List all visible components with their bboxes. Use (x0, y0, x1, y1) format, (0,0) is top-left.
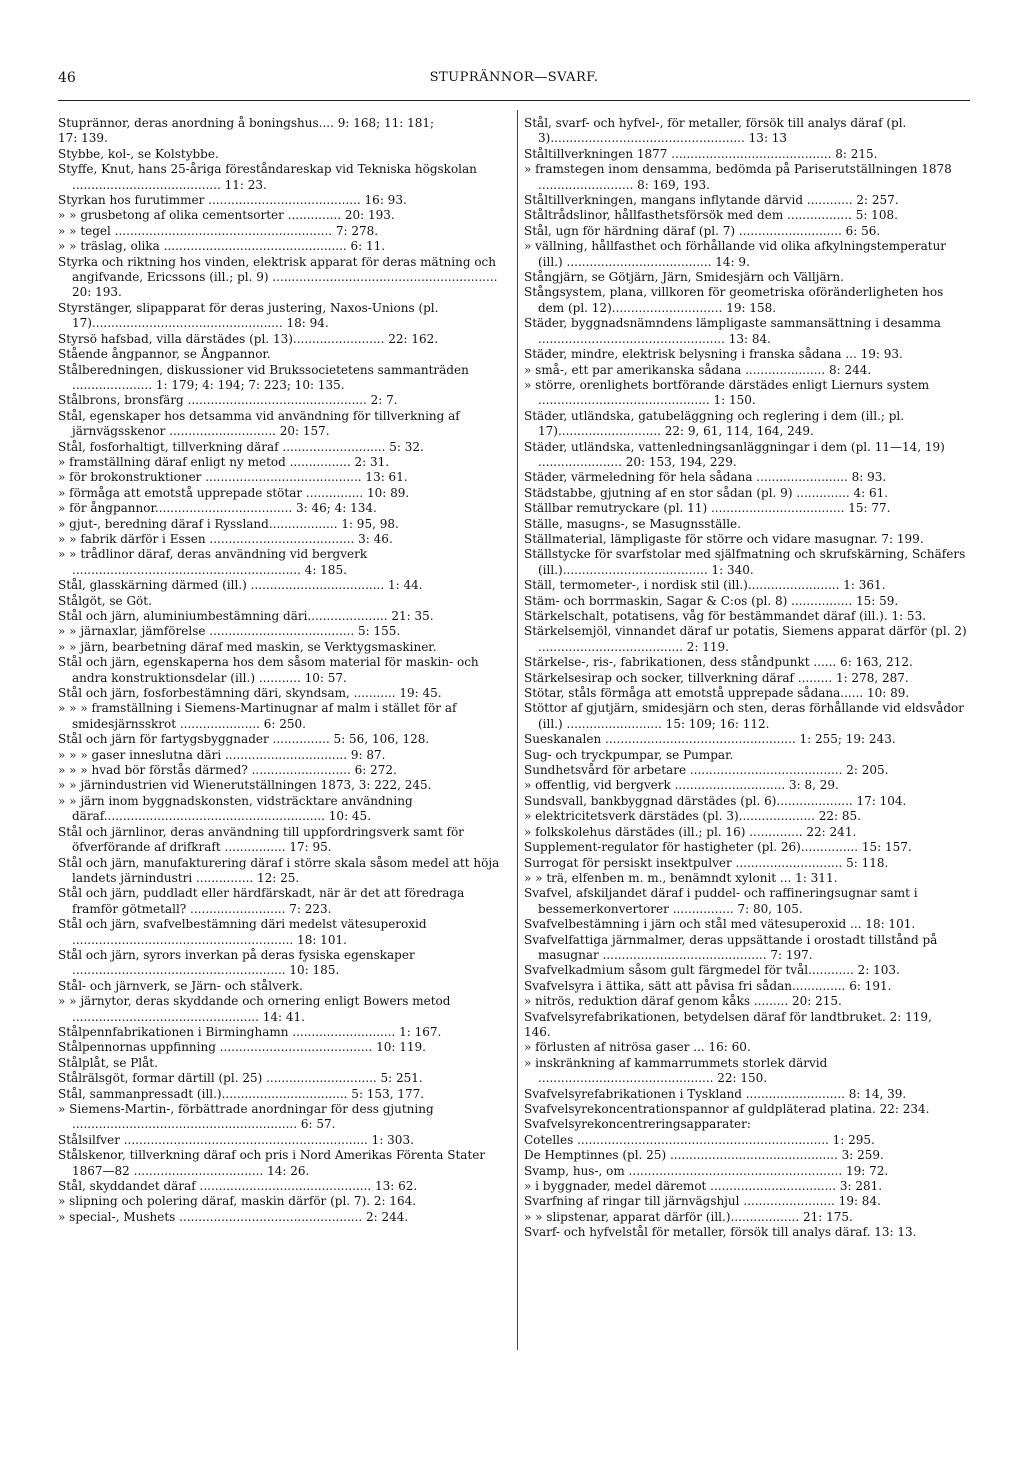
index-entry: Ställbar remutryckare (pl. 11) ................................... 15: 77. (524, 501, 891, 516)
index-entry: Stål, glasskärning därmed (ill.) ................................... 1: 44. (58, 578, 423, 593)
index-entry: De Hemptinnes (pl. 25) ............................................ 3: 259. (524, 1148, 884, 1163)
index-entry: Styrstänger, slipapparat för deras justering, Naxos-Unions (pl. 17).................................................. 18: 94. (58, 300, 439, 331)
index-entry: Stål och järnlinor, deras användning till uppfordringsverk samt för öfverförande af drifkraft ................ 17: 95. (58, 824, 464, 855)
index-entry: Stål och järn, syrors inverkan på deras fysiska egenskaper ........................................................ 10: 185. (58, 947, 415, 978)
index-entry: Städer, värmeledning för hela sådana ........................ 8: 93. (524, 470, 887, 485)
index-entry: Ställ, termometer-, i nordisk stil (ill.)........................ 1: 361. (524, 578, 886, 593)
index-entry: Svarf- och hyfvelstål för metaller, försök till analys däraf. 13: 13. (524, 1225, 917, 1240)
index-entry: Ställe, masugns-, se Masugnsställe. (524, 516, 741, 531)
index-entry: » » » framställning i Siemens-Martinugnar af malm i stället för af smidesjärnsskrot ..................... 6: 250. (58, 701, 457, 731)
index-entry: » » slipstenar, apparat därför (ill.).................. 21: 175. (524, 1209, 853, 1224)
index-entry: » » järn, bearbetning däraf med maskin, se Verktygsmaskiner. (58, 639, 437, 654)
index-entry: » » järnindustrien vid Wienerutställningen 1873, 3: 222, 245. (58, 778, 432, 793)
right-column (524, 116, 970, 1241)
index-entry: Stål och järn, svafvelbestämning däri medelst vätesuperoxid .......................................................... 18: 101. (58, 917, 427, 947)
index-entry: Stötar, ståls förmåga att emotstå upprepade sådana...... 10: 89. (524, 686, 910, 701)
page-header (58, 70, 970, 92)
index-entry: » Siemens-Martin-, förbättrade anordningar för dess gjutning ........................................................... 6: 57. (58, 1102, 434, 1132)
index-entry: Svafvelsyrekoncentrationspannor af guldpläterad platina. 22: 234. (524, 1102, 930, 1116)
index-entry: Stuprännor, deras anordning å boningshus.... 9: 168; 11: 181; (58, 116, 435, 130)
index-entry: » » » hvad bör förstås därmed? .......................... 6: 272. (58, 763, 397, 778)
index-entry: Stål och järn, manufakturering däraf i större skala såsom medel att höja landets järnindustri ............... 12: 25. (58, 855, 500, 885)
index-entry: » större, orenlighets bortförande därstädes enligt Liernurs system ............................................. 1: 150. (524, 377, 930, 408)
index-entry: Svafvel, afskiljandet däraf i puddel- och raffineringsugnar samt i bessemerkonvertorer ................ 7: 80, 105. (524, 886, 918, 916)
index-entry: Sundhetsvård för arbetare ........................................ 2: 205. (524, 763, 889, 778)
index-entry: Stålpennfabrikationen i Birminghamn ........................... 1: 167. (58, 1024, 442, 1039)
index-entry: Svafvelsyra i ättika, sätt att påvisa fri sådan.............. 6: 191. (524, 978, 892, 993)
index-entry: Ståltillverkningen, mangans inflytande därvid ............ 2: 257. (524, 193, 899, 208)
index-entry: Stålpennornas uppfinning ........................................ 10: 119. (58, 1040, 426, 1055)
index-entry: Stål och järn, egenskaperna hos dem såsom material för maskin- och andra konstruktionsdelar (ill.) ........... 10: 57. (58, 655, 479, 685)
index-entry: Surrogat för persiskt insektpulver ............................ 5: 118. (524, 855, 889, 870)
index-entry: Stål, skyddandet däraf ............................................. 13: 62. (58, 1179, 418, 1194)
index-entry: Stålbrons, bronsfärg ............................................... 2: 7. (58, 393, 398, 408)
index-entry: Svafvelfattiga järnmalmer, deras uppsättande i orostadt tillstånd på masugnar ........................................... 7: 197. (524, 932, 938, 962)
index-entry: » slipning och polering däraf, maskin därför (pl. 7). 2: 164. (58, 1194, 417, 1209)
index-entry: Sueskanalen .................................................. 1: 255; 19: 243. (524, 732, 896, 747)
index-entry: Ställstycke för svarfstolar med själfmatning och skrufskärning, Schäfers (ill.)...................................... 1: 340. (524, 547, 966, 577)
index-entry: » special-, Mushets ................................................ 2: 244. (58, 1209, 409, 1224)
index-entry: » » fabrik därför i Essen ...................................... 3: 46. (58, 531, 393, 546)
index-entry: Ståltillverkningen 1877 .......................................... 8: 215. (524, 146, 878, 161)
index-entry: Svarfning af ringar till järnvägshjul ........................ 19: 84. (524, 1194, 881, 1209)
index-entry: » » järnytor, deras skyddande och ornering enligt Bowers metod ................................................. 14: 41. (58, 994, 451, 1024)
index-entry: Svafvelbestämning i järn och stål med vätesuperoxid ... 18: 101. (524, 917, 916, 932)
index-entry: Stärkelsemjöl, vinnandet däraf ur potatis, Siemens apparat därför (pl. 2) ...................................... 2: 119. (524, 624, 967, 654)
index-entry: Styrkan hos furutimmer ........................................ 16: 93. (58, 193, 407, 208)
index-entry: 17: 139. (58, 131, 108, 146)
index-entry: Sug- och tryckpumpar, se Pumpar. (524, 747, 734, 762)
index-entry: Stål och järn, aluminiumbestämning däri..................... 21: 35. (58, 609, 434, 623)
index-entry: Stål- och järnverk, se Järn- och stålverk. (58, 978, 303, 993)
index-entry: » folkskolehus därstädes (ill.; pl. 16) .............. 22: 241. (524, 824, 857, 839)
index-entry: Stål, sammanpressadt (ill.)................................. 5: 153, 177. (58, 1086, 425, 1101)
column-divider (517, 110, 518, 1350)
index-entry: » » trä, elfenben m. m., benämndt xylonit ... 1: 311. (524, 870, 838, 885)
index-entry: Stål, ugn för härdning däraf (pl. 7) ........................... 6: 56. (524, 223, 881, 238)
index-entry: » små-, ett par amerikanska sådana ..................... 8: 244. (524, 362, 872, 377)
left-column (58, 116, 510, 1225)
index-entry: Stångsystem, plana, villkoren för geometriska oföränderligheten hos dem (pl. 12)............................. 19: 158. (524, 285, 944, 315)
index-entry: Stångjärn, se Götjärn, Järn, Smidesjärn och Välljärn. (524, 270, 844, 285)
index-entry: Städer, byggnadsnämndens lämpligaste sammansättning i desamma ................................................. 13: 84. (524, 316, 941, 346)
index-entry: Städer, utländska, gatubeläggning och reglering i dem (ill.; pl. 17)........................... 22: 9, 61, 114, 164, 249. (524, 408, 905, 439)
index-entry: Supplement-regulator för hastigheter (pl. 26)............... 15: 157. (524, 840, 912, 855)
index-entry: Styrsö hafsbad, villa därstädes (pl. 13)........................ 22: 162. (58, 331, 439, 346)
index-entry: Stärkelschalt, potatisens, våg för bestämmandet däraf (ill.). 1: 53. (524, 609, 927, 623)
running-head: STUPRÄNNOR—SVARF. (429, 70, 599, 85)
index-entry: Stärkelsesirap och socker, tillverkning däraf ......... 1: 278, 287. (524, 670, 909, 685)
index-entry: Stål och järn för fartygsbyggnader ............... 5: 56, 106, 128. (58, 732, 430, 747)
index-entry: » » järn inom byggnadskonsten, vidsträcktare användning däraf.......................................................... 10: 45. (58, 793, 413, 824)
index-entry: Stålsilfver ................................................................ 1: 303. (58, 1132, 414, 1147)
index-entry: Stålskenor, tillverkning däraf och pris i Nord Amerikas Förenta Stater 1867—82 .................................. 14: 26. (58, 1148, 486, 1178)
index-entry: Svafvelkadmium såsom gult färgmedel för tvål............ 2: 103. (524, 963, 900, 978)
index-entry: » » träslag, olika ................................................ 6: 11. (58, 239, 386, 254)
index-entry: » elektricitetsverk därstädes (pl. 3).................... 22: 85. (524, 809, 861, 824)
index-entry: » » grusbetong af olika cementsorter .............. 20: 193. (58, 208, 395, 223)
index-entry: » » järnaxlar, jämförelse ...................................... 5: 155. (58, 624, 401, 639)
index-entry: » » tegel ......................................................... 7: 278. (58, 223, 379, 238)
index-entry: Svafvelsyrekoncentreringsapparater: (524, 1117, 751, 1132)
index-entry: Svafvelsyrefabrikationen i Tyskland .......................... 8: 14, 39. (524, 1086, 907, 1101)
index-entry: Stärkelse-, ris-, fabrikationen, dess ståndpunkt ...... 6: 163, 212. (524, 655, 913, 670)
index-entry: » för brokonstruktioner ......................................... 13: 61. (58, 470, 408, 485)
index-entry: Stybbe, kol-, se Kolstybbe. (58, 146, 219, 161)
index-entry: Styrka och riktning hos vinden, elektrisk apparat för deras mätning och angifvande, Ericssons (ill.; pl. 9) ........................................................... 20: 193. (58, 254, 498, 300)
index-entry: Sundsvall, bankbyggnad därstädes (pl. 6).................... 17: 104. (524, 793, 907, 808)
index-entry: Stål, svarf- och hyfvel-, för metaller, försök till analys däraf (pl. 3)................................................... 13: 13 (524, 116, 907, 146)
index-entry: » förmåga att emotstå upprepade stötar ............... 10: 89. (58, 485, 410, 500)
index-entry: Stål, fosforhaltigt, tillverkning däraf ........................... 5: 32. (58, 439, 424, 454)
index-entry: Stålrälsgöt, formar därtill (pl. 25) ............................. 5: 251. (58, 1071, 423, 1086)
index-entry: Städer, utländska, vattenledningsanläggningar i dem (pl. 11—14, 19) ...................... 20: 153, 194, 229. (524, 439, 945, 469)
index-entry: » framstegen inom densamma, bedömda på Pariserutställningen 1878 ......................... 8: 169, 193. (524, 162, 952, 192)
index-entry: » för ångpannor.................................... 3: 46; 4: 134. (58, 501, 377, 516)
index-entry: Ståltrådslinor, hållfasthetsförsök med dem ................. 5: 108. (524, 208, 898, 223)
index-entry: Ställmaterial, lämpligaste för större och vidare masugnar. 7: 199. (524, 531, 924, 546)
index-entry: » » » gaser inneslutna däri ................................ 9: 87. (58, 747, 386, 762)
index-entry: Svamp, hus-, om ........................................................ 19: 72. (524, 1163, 889, 1178)
index-entry: Städer, mindre, elektrisk belysning i franska sådana ... 19: 93. (524, 347, 903, 362)
index-entry: » » trådlinor däraf, deras användning vid bergverk ............................................................ 4: 185. (58, 547, 368, 577)
index-entry: » gjut-, beredning däraf i Ryssland.................. 1: 95, 98. (58, 516, 399, 531)
index-entry: Stöttor af gjutjärn, smidesjärn och sten, deras förhållande vid eldsvådor (ill.) ......................... 15: 109; 16: 112. (524, 701, 964, 731)
page-number: 46 (58, 70, 76, 86)
index-entry: Stålberedningen, diskussioner vid Brukssocietetens sammanträden ..................... 1: 179; 4: 194; 7: 223; 10: 135. (58, 362, 469, 392)
index-entry: Cotelles .................................................................. 1: 295. (524, 1132, 875, 1147)
index-entry: Stålplåt, se Plåt. (58, 1055, 158, 1070)
index-entry: » offentlig, vid bergverk ............................. 3: 8, 29. (524, 778, 839, 793)
index-entry: » nitrös, reduktion däraf genom kåks ......... 20: 215. (524, 994, 842, 1009)
index-entry: Stäm- och borrmaskin, Sagar & C:os (pl. 8) ................ 15: 59. (524, 593, 899, 608)
index-entry: » vällning, hållfasthet och förhållande vid olika afkylningstemperatur (ill.) ...................................... 14: 9. (524, 239, 947, 269)
index-entry: » framställning däraf enligt ny metod ................ 2: 31. (58, 454, 390, 469)
index-entry: Städstabbe, gjutning af en stor sådan (pl. 9) .............. 4: 61. (524, 485, 889, 500)
index-entry: » i byggnader, medel däremot ................................. 3: 281. (524, 1179, 883, 1194)
index-entry: » inskränkning af kammarrummets storlek därvid .............................................. 22: 150. (524, 1055, 828, 1086)
index-entry: Styffe, Knut, hans 25-åriga föreståndareskap vid Tekniska högskolan ....................................... 11: 23. (58, 162, 477, 192)
index-entry: Stående ångpannor, se Ångpannor. (58, 347, 271, 362)
index-entry: Svafvelsyrefabrikationen, betydelsen däraf för landtbruket. 2: 119, (524, 1009, 932, 1024)
index-entry: Stål och järn, fosforbestämning däri, skyndsam, ........... 19: 45. (58, 686, 442, 701)
index-entry: Stål och järn, puddladt eller härdfärskadt, när är det att föredraga framför götmetall? ......................... 7: 223. (58, 886, 465, 916)
header-rule (58, 100, 970, 101)
index-entry: 146. (524, 1024, 551, 1039)
index-entry: Stål, egenskaper hos detsamma vid användning för tillverkning af järnvägsskenor ............................ 20: 157. (58, 408, 460, 439)
index-entry: » förlusten af nitrösa gaser ... 16: 60. (524, 1040, 751, 1055)
index-entry: Stålgöt, se Göt. (58, 593, 152, 608)
